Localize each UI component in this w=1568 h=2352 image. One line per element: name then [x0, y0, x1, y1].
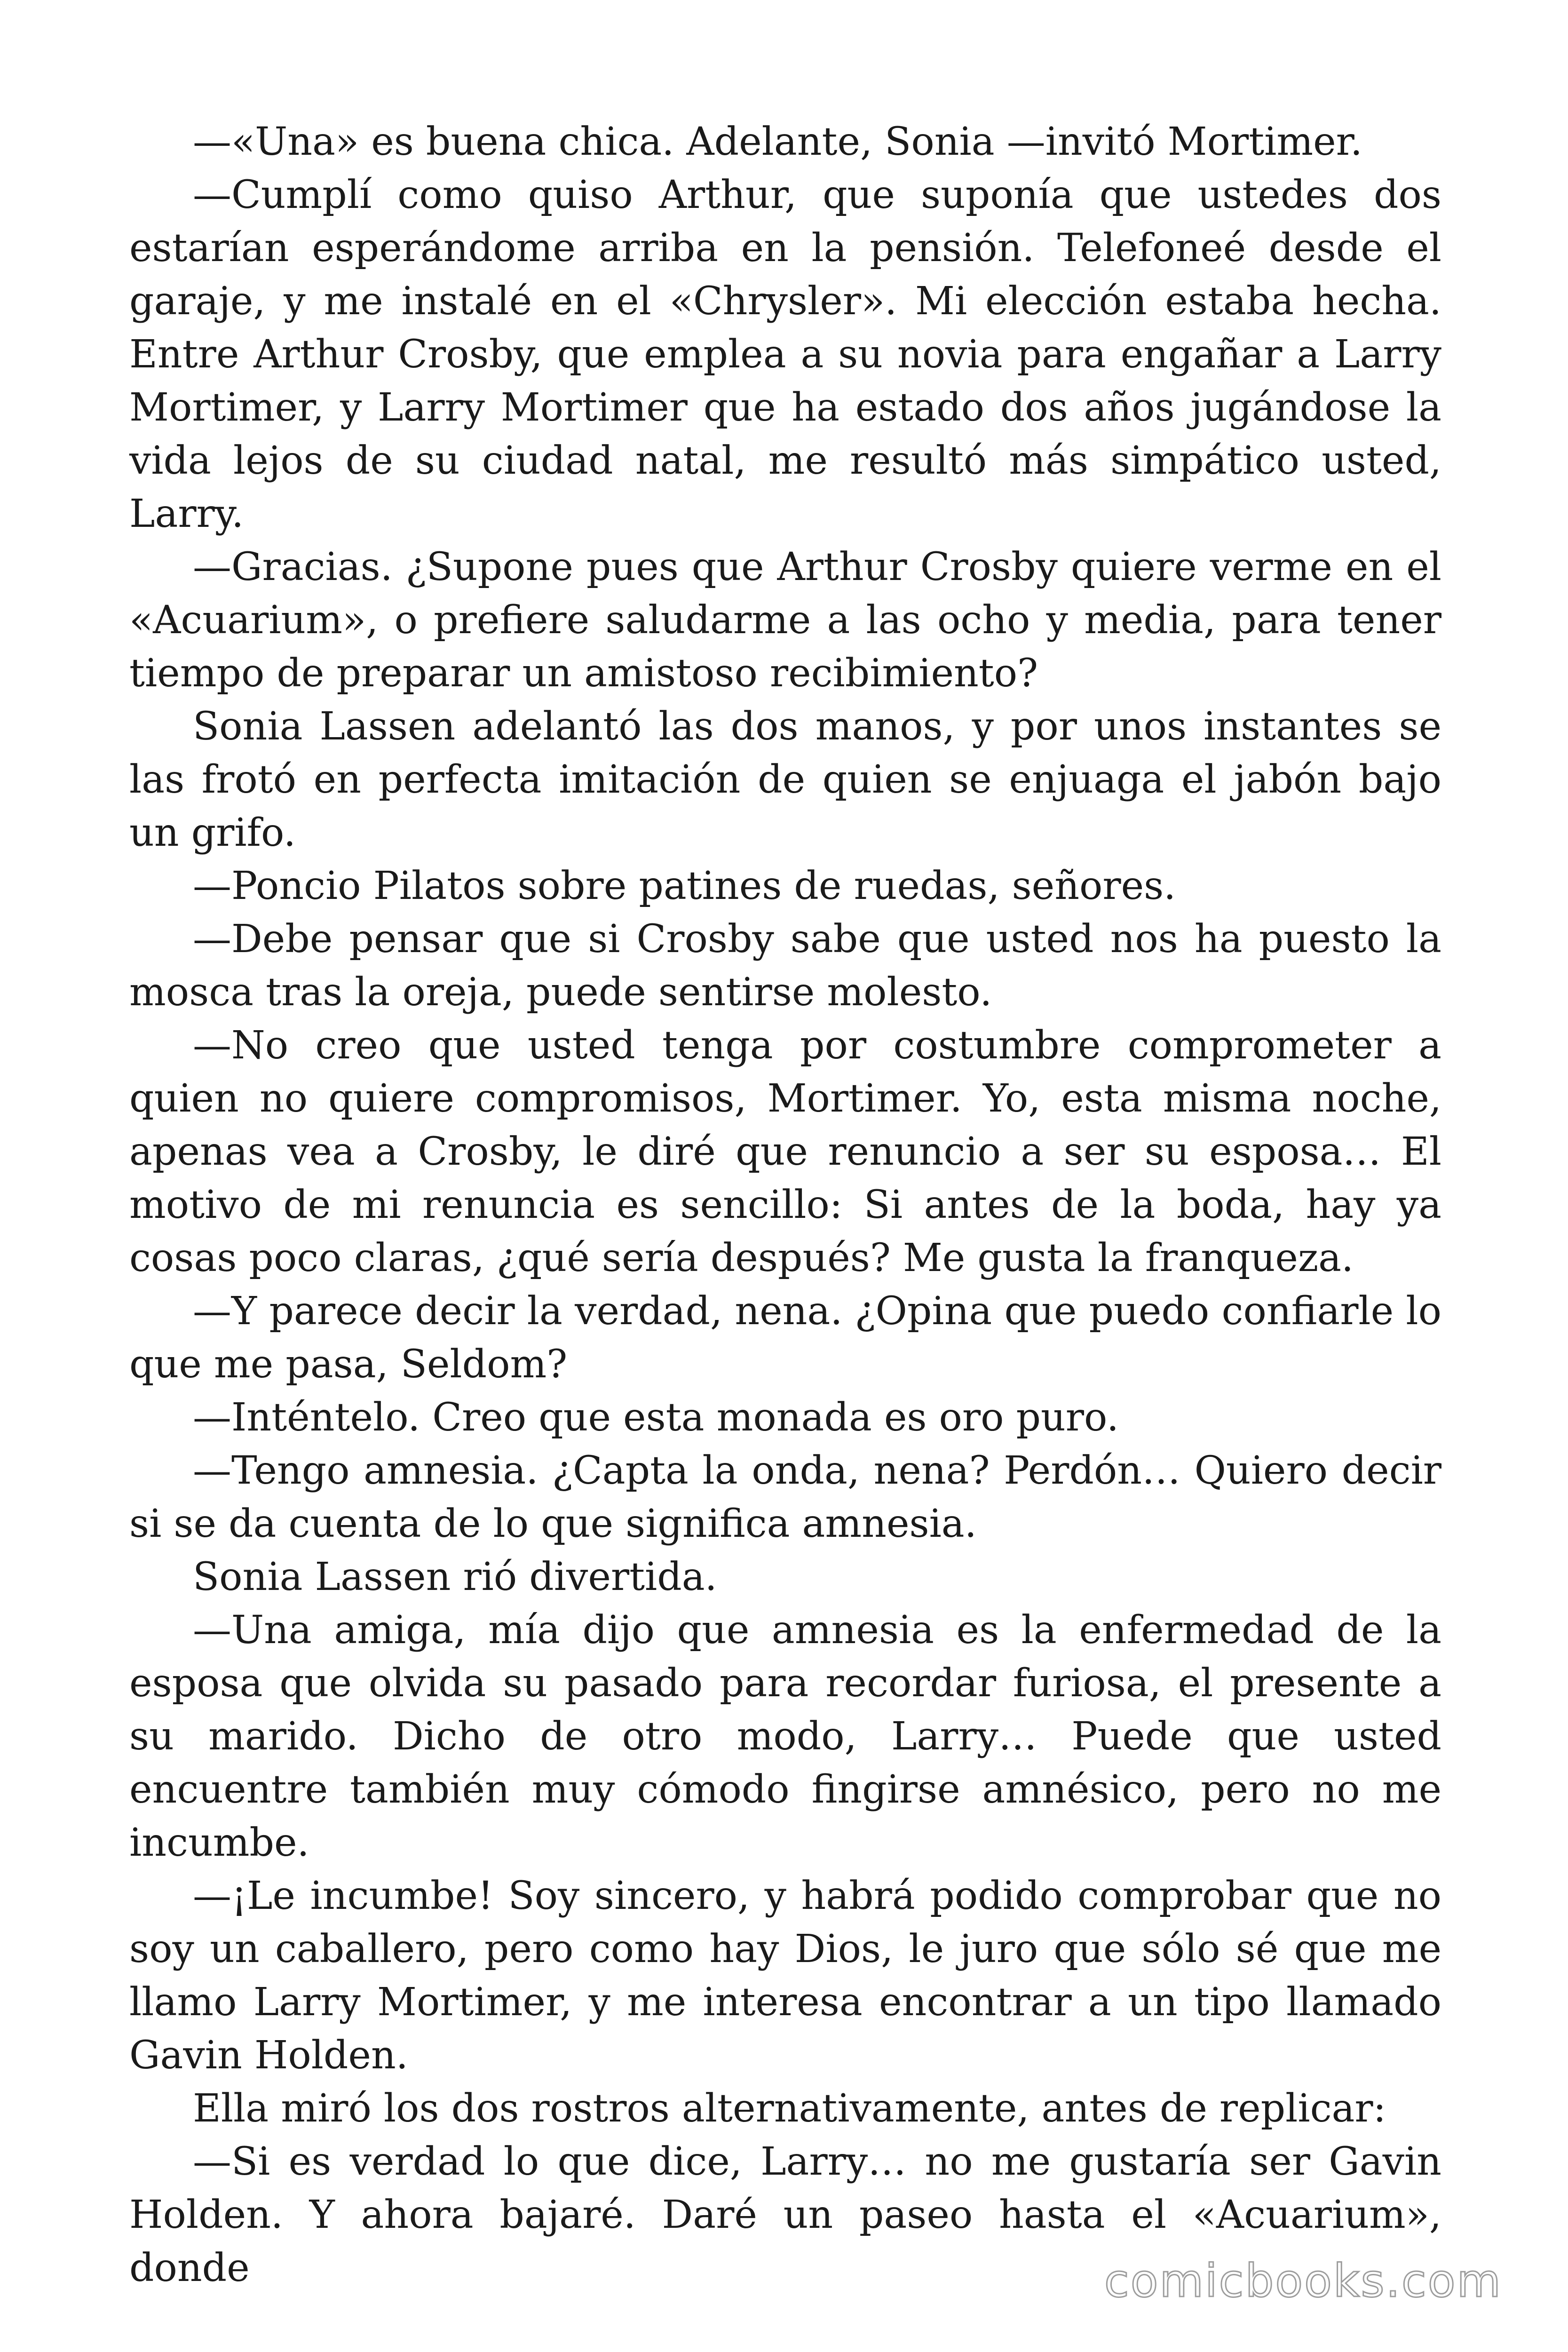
- paragraph: Ella miró los dos rostros alternativamente, antes de replicar:: [193, 2086, 1386, 2131]
- paragraph: —Gracias. ¿Supone pues que Arthur Crosby quiere verme en el «Acuarium», o prefiere saludarme a las ocho y media, para tener tiempo de preparar un amistoso recibimiento?: [129, 545, 1441, 696]
- paragraph: —¡Le incumbe! Soy sincero, y habrá podido comprobar que no soy un caballero, pero como hay Dios, le juro que sólo sé que me llamo Larry Mortimer, y me interesa encontrar a un tipo llamado Gavin Holden.: [129, 1874, 1441, 2078]
- paragraph: —Si es verdad lo que dice, Larry… no me gustaría ser Gavin Holden. Y ahora bajaré. Daré un paseo hasta el «Acuarium», donde: [129, 2139, 1441, 2290]
- paragraph: —Cumplí como quiso Arthur, que suponía que ustedes dos estarían esperándome arriba en la pensión. Telefoneé desde el garaje, y me instalé en el «Chrysler». Mi elección estaba hecha. Entre Arthur Crosby, que emplea a su novia para engañar a Larry Mortimer, y Larry Mortimer que ha estado dos años jugándose la vida lejos de su ciudad natal, me resultó más simpático usted, Larry.: [129, 173, 1441, 536]
- paragraph: —Inténtelo. Creo que esta monada es oro puro.: [193, 1395, 1119, 1440]
- paragraph: —Poncio Pilatos sobre patines de ruedas, señores.: [193, 864, 1176, 908]
- paragraph: —Tengo amnesia. ¿Capta la onda, nena? Perdón… Quiero decir si se da cuenta de lo que significa amnesia.: [129, 1448, 1441, 1546]
- paragraph: Sonia Lassen rió divertida.: [193, 1555, 717, 1599]
- paragraph: —Una amiga, mía dijo que amnesia es la enfermedad de la esposa que olvida su pasado para recordar furiosa, el presente a su marido. Dicho de otro modo, Larry… Puede que usted encuentre también muy cómodo fingirse amnésico, pero no me incumbe.: [129, 1608, 1441, 1865]
- paragraph: —Y parece decir la verdad, nena. ¿Opina que puedo confiarle lo que me pasa, Seldom?: [129, 1289, 1441, 1387]
- watermark: comicbooks.com: [1104, 2255, 1502, 2307]
- paragraph: —Debe pensar que si Crosby sabe que usted nos ha puesto la mosca tras la oreja, puede sentirse molesto.: [129, 917, 1441, 1015]
- paragraph: —«Una» es buena chica. Adelante, Sonia —invitó Mortimer.: [193, 119, 1362, 164]
- page-body: [129, 115, 1441, 2295]
- paragraph: —No creo que usted tenga por costumbre comprometer a quien no quiere compromisos, Mortimer. Yo, esta misma noche, apenas vea a Crosby, le diré que renuncio a ser su esposa… El motivo de mi renuncia es sencillo: Si antes de la boda, hay ya cosas poco claras, ¿qué sería después? Me gusta la franqueza.: [129, 1023, 1441, 1280]
- paragraph: Sonia Lassen adelantó las dos manos, y por unos instantes se las frotó en perfecta imitación de quien se enjuaga el jabón bajo un grifo.: [129, 704, 1441, 855]
